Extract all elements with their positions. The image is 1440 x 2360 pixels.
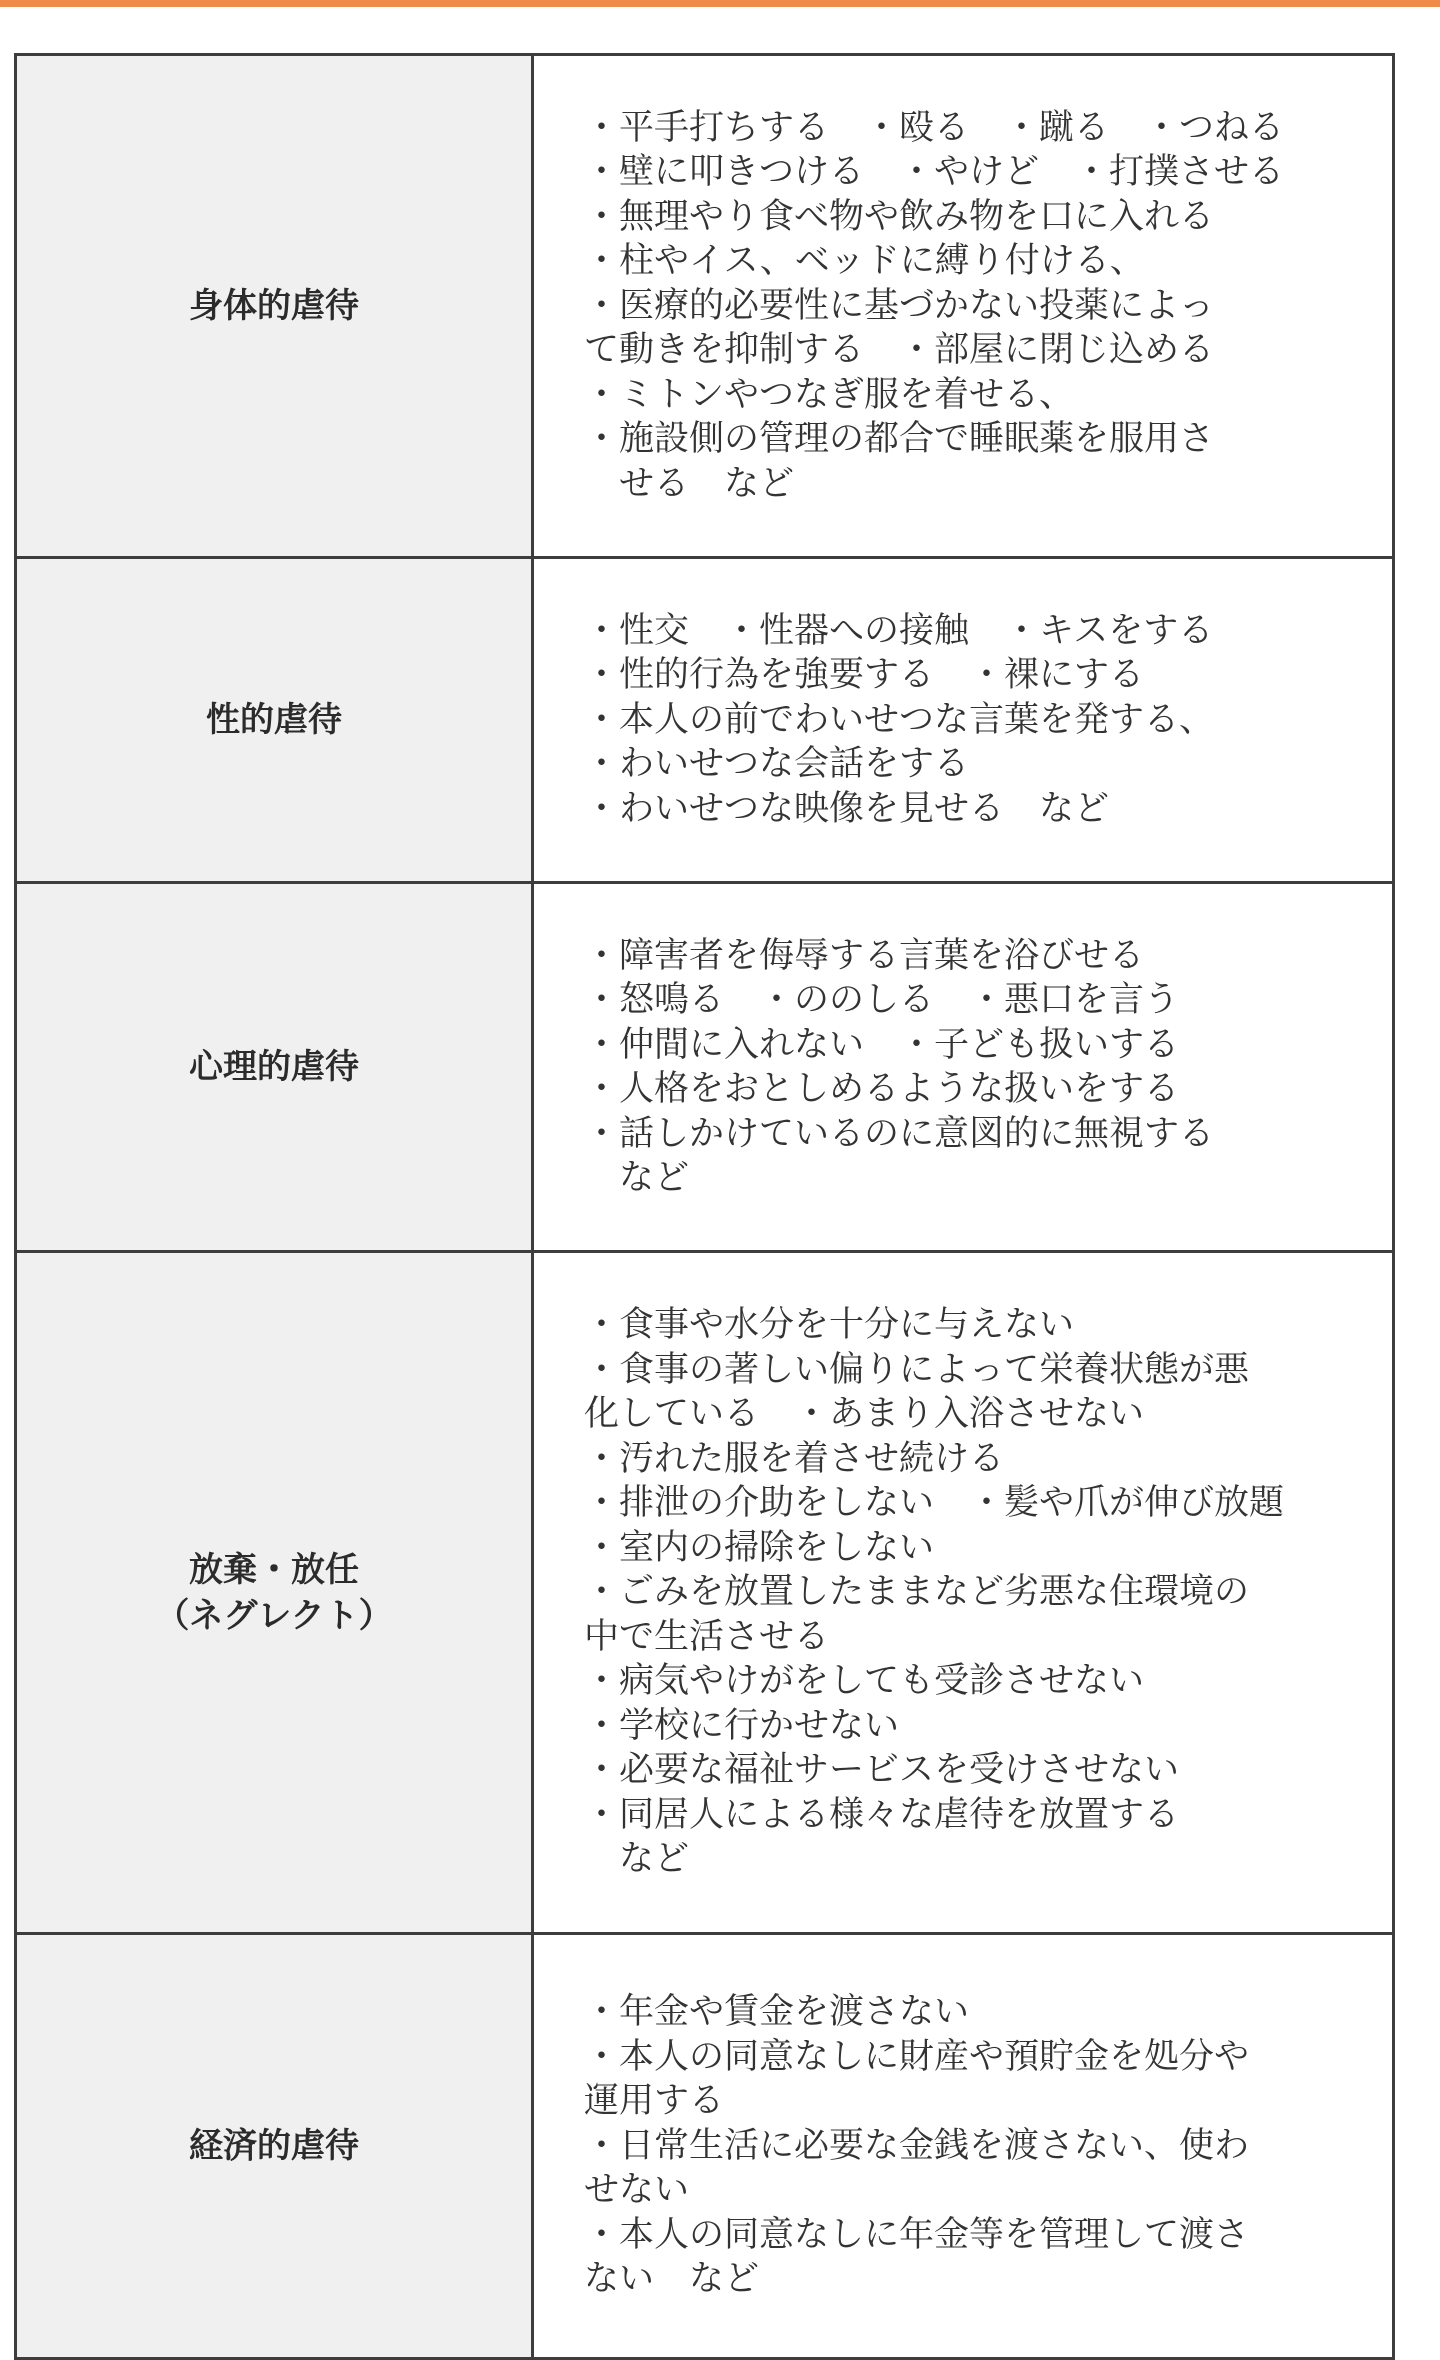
description-line: ・仲間に入れない ・子ども扱いする (584, 1024, 1180, 1065)
description-cell (533, 558, 1394, 883)
description-line: ・平手打ちする ・殴る ・蹴る ・つねる (584, 107, 1285, 148)
description-line: ・ごみを放置したままなど劣悪な住環境の (584, 1572, 1250, 1613)
description-line: ・医療的必要性に基づかない投薬によっ (584, 285, 1215, 326)
description-line: ・排泄の介助をしない ・髪や爪が伸び放題 (584, 1483, 1285, 1524)
table-row-neglect (16, 1252, 1394, 1934)
description-line: ・無理やり食べ物や飲み物を口に入れる (584, 196, 1215, 237)
category-cell (16, 558, 533, 883)
description-line: ・人格をおとしめるような扱いをする (584, 1069, 1180, 1109)
description-line: ・日常生活に必要な金銭を渡さない、使わ (584, 2125, 1250, 2166)
category-label: 経済的虐待 (189, 2126, 359, 2166)
description-line: ・わいせつな映像を見せる など (584, 788, 1110, 829)
description-line: ・わいせつな会話をする (584, 744, 970, 785)
description-line: ・食事や水分を十分に与えない (584, 1305, 1075, 1346)
category-cell (16, 1934, 533, 2359)
description-line: ・病気やけがをしても受診させない (584, 1661, 1145, 1702)
description-cell (533, 883, 1394, 1252)
description-line: ない など (584, 2259, 760, 2300)
description-line: ・必要な福祉サービスを受けさせない (584, 1750, 1180, 1791)
description-line: ・年金や賃金を渡さない (584, 1992, 970, 2033)
description-cell (533, 1934, 1394, 2359)
category-label: 放棄・放任 (189, 1549, 359, 1590)
description-line: ・性的行為を強要する ・裸にする (584, 655, 1145, 696)
description-cell (533, 1252, 1394, 1934)
category-cell (16, 883, 533, 1252)
category-sublabel: （ネグレクト） (155, 1595, 393, 1636)
description-line: て動きを抑制する ・部屋に閉じ込める (584, 330, 1215, 371)
top-accent-bar (0, 0, 1440, 7)
description-line: ・怒鳴る ・ののしる ・悪口を言う (584, 980, 1180, 1020)
category-label: 身体的虐待 (189, 286, 359, 326)
description-line: ・室内の掃除をしない (584, 1527, 935, 1568)
description-line: ・壁に叩きつける ・やけど ・打撲させる (584, 152, 1285, 193)
description-line: など (584, 1158, 690, 1198)
description-line: ・障害者を侮辱する言葉を浴びせる (584, 935, 1145, 976)
description-cell (533, 55, 1394, 558)
description-line: 化している ・あまり入浴させない (584, 1394, 1145, 1435)
category-label: 心理的虐待 (189, 1047, 359, 1087)
description-line: ・同居人による様々な虐待を放置する (584, 1794, 1180, 1835)
description-line: ・性交 ・性器への接触 ・キスをする (584, 610, 1214, 651)
description-line: ・施設側の管理の都合で睡眠薬を服用さ (584, 419, 1215, 460)
description-line: ・本人の同意なしに財産や預貯金を処分や (584, 2036, 1250, 2077)
description-line: ・柱やイス、ベッドに縛り付ける、 (584, 241, 1145, 282)
description-line: ・学校に行かせない (584, 1705, 900, 1746)
category-label: 性的虐待 (206, 700, 342, 740)
category-cell (16, 55, 533, 558)
description-line: せない (584, 2170, 690, 2211)
description-line: 中で生活させる (584, 1616, 830, 1657)
description-line: ・食事の著しい偏りによって栄養状態が悪 (584, 1349, 1250, 1390)
description-line: ・本人の前でわいせつな言葉を発する、 (584, 699, 1215, 740)
table-row-physical-abuse (16, 55, 1394, 558)
category-cell (16, 1252, 533, 1934)
description-line: ・ミトンやつなぎ服を着せる、 (584, 374, 1075, 415)
description-line: 運用する (584, 2081, 725, 2122)
description-line: ・話しかけているのに意図的に無視する (584, 1113, 1215, 1154)
description-line: ・本人の同意なしに年金等を管理して渡さ (584, 2214, 1250, 2255)
description-line: など (584, 1839, 690, 1880)
description-line: せる など (584, 463, 795, 504)
table-row-psychological-abuse (16, 883, 1394, 1252)
table-row-sexual-abuse (16, 558, 1394, 883)
abuse-types-table (14, 53, 1395, 2360)
table-row-economic-abuse (16, 1934, 1394, 2359)
description-line: ・汚れた服を着させ続ける (584, 1438, 1005, 1479)
